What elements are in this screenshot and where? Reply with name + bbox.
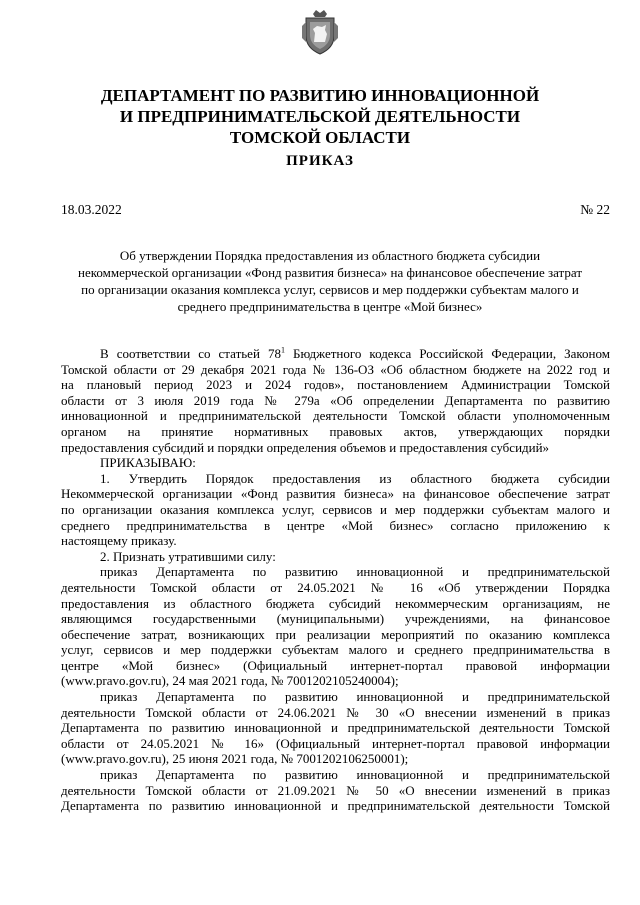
item1-line: 1. Утвердить Порядок предоставления из областного бюджета субсидии (100, 470, 610, 486)
document-number: № 22 (580, 202, 610, 217)
department-title (0, 85, 640, 148)
repealed-order-a-line: деятельности Томской области от 24.05.2021 № 16 «Об утверждении Порядка (61, 579, 610, 595)
repealed-order-b-line: деятельности Томской области от 24.06.2021 № 30 «О внесении изменений в приказ (61, 704, 610, 720)
preamble-text: Бюджетного кодекса Российской Федерации, Законом (284, 346, 610, 361)
preamble-line (61, 346, 610, 362)
repealed-order-c-line: деятельности Томской области от 21.09.2021 № 50 «О внесении изменений в приказ (61, 782, 610, 798)
item1-line: Некоммерческой организации «Фонд развития бизнеса» на финансовое обеспечение затрат (61, 486, 610, 502)
repealed-order-a-line: центре «Мой бизнес» (Официальный интернет-портал правовой информации (61, 657, 610, 673)
repealed-order-a-line: услуг, сервисов и мер поддержки субъектам малого и среднего предпринимательства в (61, 642, 610, 658)
item1-line: настоящему приказу. (61, 533, 177, 549)
preamble-line: области от 3 июля 2019 года № 279а «Об определении Департамента по развитию (61, 392, 610, 408)
repealed-order-c-line: Департамента по развитию инновационной и предпринимательской деятельности Томской (61, 798, 610, 814)
department-title-line: ТОМСКОЙ ОБЛАСТИ (229, 128, 411, 147)
repealed-order-c-line: приказ Департамента по развитию инновационной и предпринимательской (100, 767, 610, 783)
document-type: ПРИКАЗ (286, 153, 354, 169)
preamble-text: В соответствии со статьей 78 (100, 346, 281, 361)
order-word: ПРИКАЗЫВАЮ: (100, 455, 196, 471)
item2-title: 2. Признать утратившими силу: (100, 548, 276, 564)
document-date: 18.03.2022 (61, 202, 122, 217)
repealed-order-a-line: (www.pravo.gov.ru), 24 мая 2021 года, № 7001202105240004); (61, 673, 399, 689)
repealed-order-b-line: (www.pravo.gov.ru), 25 июня 2021 года, № 7001202106250001); (61, 751, 409, 767)
subject-line: Об утверждении Порядка предоставления из областного бюджета субсидии (119, 248, 541, 263)
repealed-order-a-line: являющимся государственными (муниципальными) учреждениями, на финансовое (61, 611, 610, 627)
repealed-order-b-line: области от 24.05.2021 № 16» (Официальный интернет-портал правовой информации (61, 735, 610, 751)
subject-line: по организации оказания комплекса услуг, сервисов и мер поддержки субъектам малого и (81, 282, 579, 297)
subject-line: среднего предпринимательства в центре «Мой бизнес» (177, 299, 483, 314)
repealed-order-b-line: приказ Департамента по развитию инновационной и предпринимательской (100, 689, 610, 705)
item1-line: среднего предпринимательства в центре «Мой бизнес» согласно приложению к (61, 517, 610, 533)
repealed-order-a-line: предоставления из областного бюджета субсидий некоммерческим организациям, не (61, 595, 610, 611)
preamble-line: предоставления субсидий и порядки определения объемов и предоставления субсидий» (61, 439, 550, 455)
department-title-line: И ПРЕДПРИНИМАТЕЛЬСКОЙ ДЕЯТЕЛЬНОСТИ (119, 107, 521, 126)
preamble-line: органом на принятие нормативных правовых актов, утверждающих порядки (61, 423, 610, 439)
repealed-order-a-line: обеспечение затрат, возникающих при реализации мероприятий по оказанию комплекса (61, 626, 610, 642)
department-title-line: ДЕПАРТАМЕНТ ПО РАЗВИТИЮ ИННОВАЦИОННОЙ (100, 86, 540, 105)
subject-line: некоммерческой организации «Фонд развития бизнеса» на финансовое обеспечение затрат (77, 265, 583, 280)
article-superscript: 1 (280, 345, 285, 355)
item1-line: по организации оказания комплекса услуг, сервисов и мер поддержки субъектам малого и (61, 501, 610, 517)
document-body (61, 346, 610, 814)
repealed-order-a-line: приказ Департамента по развитию инновационной и предпринимательской (100, 564, 610, 580)
preamble-line: Томской области от 29 декабря 2021 года № 136-ОЗ «Об областном бюджете на 2022 год и (61, 361, 610, 377)
repealed-order-b-line: Департамента по развитию инновационной и предпринимательской деятельности Томской (61, 720, 610, 736)
preamble-line: инновационной и предпринимательской деятельности Томской области уполномоченным (61, 408, 610, 424)
preamble-line: на плановый период 2023 и 2024 годов», постановлением Администрации Томской (61, 377, 610, 393)
document-subject (50, 247, 610, 315)
tomsk-region-coat-of-arms-icon (300, 8, 340, 56)
